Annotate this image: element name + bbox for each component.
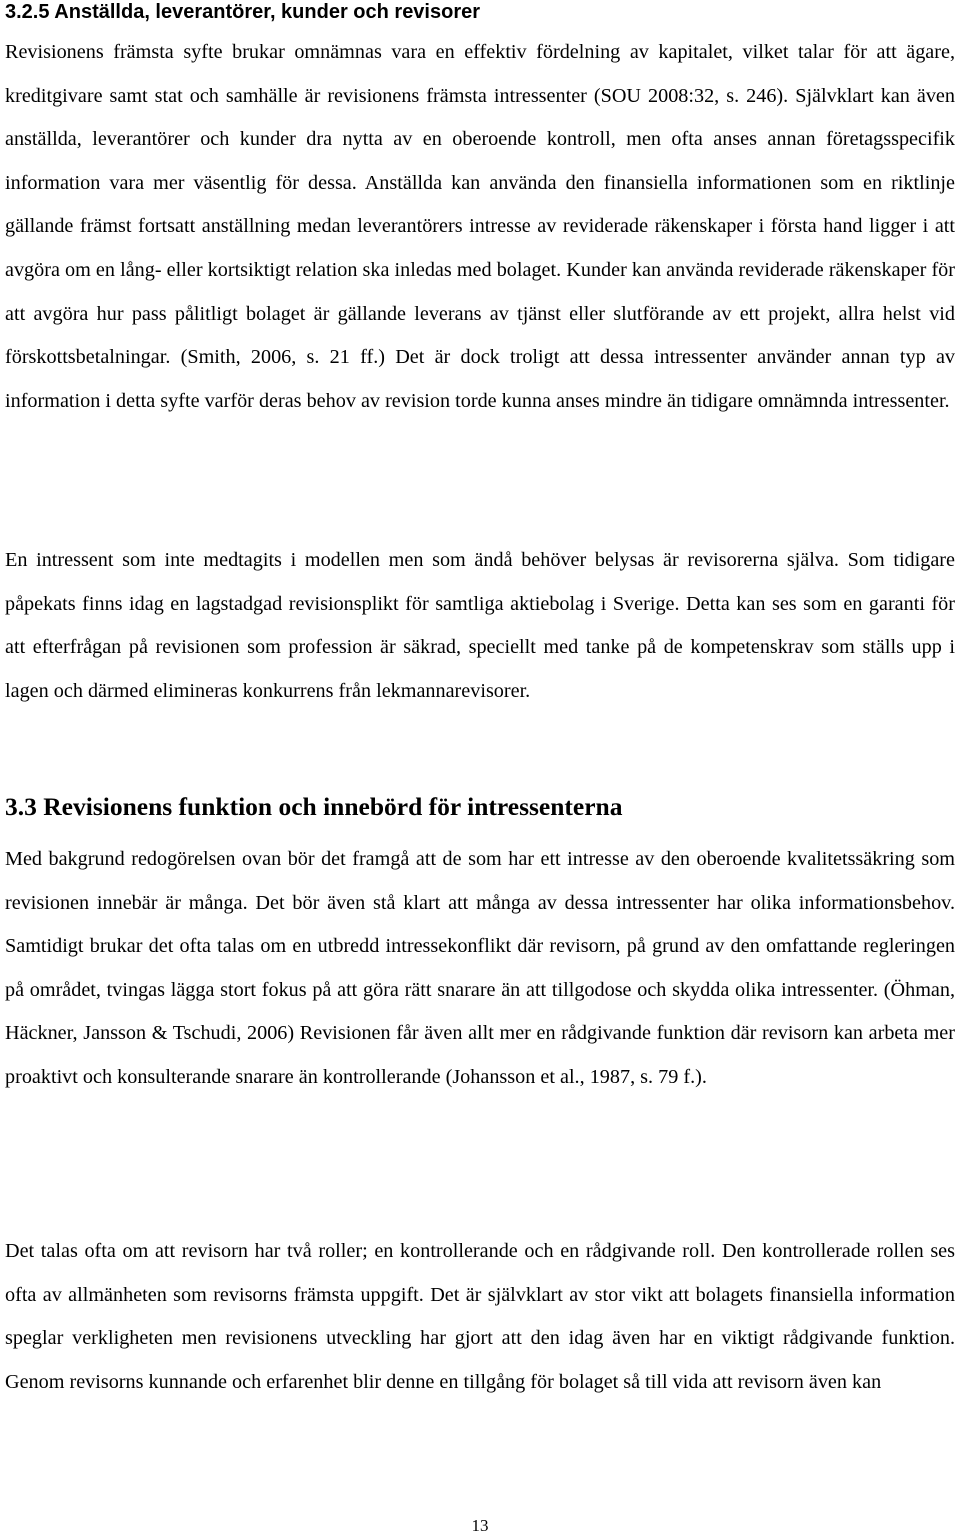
- body-paragraph-3: Med bakgrund redogörelsen ovan bör det framgå att de som har ett intresse av den oberoende kvalitetssäkring som revisionen innebär är många. Det bör även stå klart att många av dessa intressenter har olika informationsbehov. Samtidigt brukar det ofta talas om en utbredd intressekonflikt där revisorn, på grund av den omfattande regleringen på området, tvingas lägga stort fokus på att göra rätt snarare än att tillgodose och skydda olika intressenter. (Öhman, Häckner, Jansson & Tschudi, 2006) Revisionen får även allt mer en rådgivande funktion där revisorn kan arbeta mer proaktivt och konsulterande snarare än kontrollerande (Johansson et al., 1987, s. 79 f.).: [5, 848, 955, 1088]
- body-paragraph-2: En intressent som inte medtagits i modellen men som ändå behöver belysas är revisorerna själva. Som tidigare påpekats finns idag en lagstadgad revisionsplikt för samtliga aktiebolag i Sverige. Detta kan ses som en garanti för att efterfrågan på revisionen som profession är säkrad, speciellt med tanke på de kompetenskrav som ställs upp i lagen och därmed elimineras konkurrens från lekmannarevisorer.: [5, 549, 955, 702]
- body-paragraph-1: Revisionens främsta syfte brukar omnämnas vara en effektiv fördelning av kapitalet, vilket talar för att ägare, kreditgivare samt stat och samhälle är revisionens främsta intressenter (SOU 2008:32, s. 246). Självklart kan även anställda, leverantörer och kunder dra nytta av en oberoende kontroll, men ofta anses annan företagsspecifik information vara mer väsentlig för dessa. Anställda kan använda den finansiella informationen som en riktlinje gällande främst fortsatt anställning medan leverantörers intresse av reviderade räkenskaper i första hand ligger i att avgöra om en lång- eller kortsiktigt relation ska inledas med bolaget. Kunder kan använda reviderade räkenskaper för att avgöra hur pass pålitligt bolaget är gällande leverans av tjänst eller slutförande av ett projekt, allra helst vid förskottsbetalningar. (Smith, 2006, s. 21 ff.) Det är dock troligt att dessa intressenter använder annan typ av information i detta syfte varför deras behov av revision torde kunna anses mindre än tidigare omnämnda intressenter.: [5, 41, 955, 412]
- body-paragraph-4: Det talas ofta om att revisorn har två roller; en kontrollerande och en rådgivande roll. Den kontrollerade rollen ses ofta av allmänheten som revisorns främsta uppgift. Det är självklart av stor vikt att bolagets finansiella information speglar verkligheten men revisionens utveckling har gjort att den idag även har en viktigt rådgivande funktion. Genom revisorns kunnande och erfarenhet blir denne en tillgång för bolaget så till vida att revisorn även kan: [5, 1240, 955, 1393]
- chapter-heading: 3.3 Revisionens funktion och innebörd för intressenterna: [5, 792, 623, 821]
- section-heading: 3.2.5 Anställda, leverantörer, kunder och revisorer: [5, 1, 481, 23]
- page-number: 13: [471, 1516, 489, 1535]
